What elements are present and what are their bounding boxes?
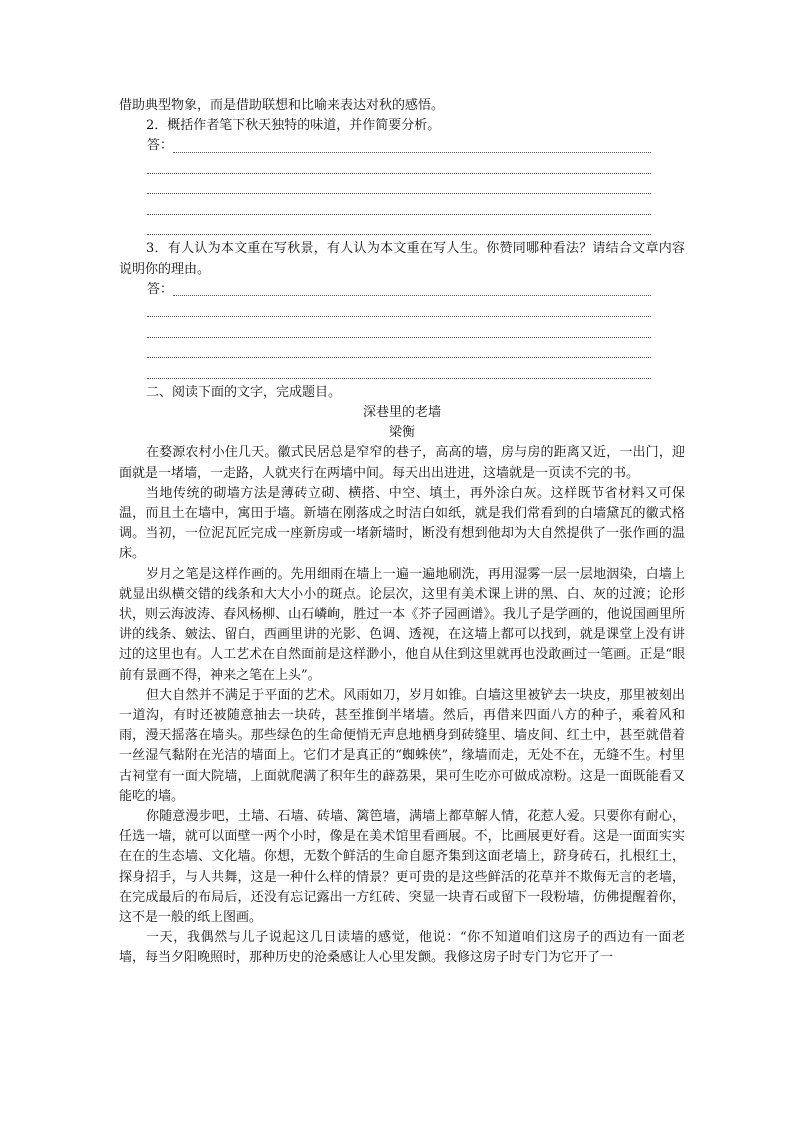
question-3: 3．有人认为本文重在写秋景，有人认为本文重在写人生。你赞同哪种看法？请结合文章内容说明你的理由。 — [119, 241, 685, 277]
section-heading: 二、阅读下面的文字，完成题目。 — [146, 384, 342, 400]
answer-line[interactable] — [147, 280, 651, 301]
article-paragraph: 当地传统的砌墙方法是薄砖立砌、横搭、中空、填土，再外涂白灰。这样既节省材料又可保温，而且土在墙中，寓田于墙。新墙在刚落成之时洁白如纸，就是我们常看到的白墙黛瓦的徽式格调。当初，一位泥瓦匠完成一座新房或一堵新墙时，断没有想到他却为大自然提供了一张作画的温床。 — [119, 485, 685, 562]
document-page — [119, 96, 685, 969]
article-author: 梁衡 — [388, 425, 415, 441]
question-2: 2．概括作者笔下秋天独特的味道，并作简要分析。 — [146, 118, 441, 134]
answer-area-q3 — [119, 280, 685, 383]
answer-line[interactable] — [147, 342, 651, 363]
article-paragraph: 你随意漫步吧，土墙、石墙、砖墙、篱笆墙，满墙上都草解人情，花惹人爱。只要你有耐心，任选一墙，就可以面壁一两个小时，像是在美术馆里看画展。不，比画展更好看。这是一面面实实在在的生态墙、文化墙。你想，无数个鲜活的生命自愿齐集到这面老墙上，跻身砖石，扎根红土，探身招手，与人共舞，这是一种什么样的情景？更可贵的是这些鲜活的花草并不欺侮无言的老墙，在完成最后的布局后，还没有忘记露出一方红砖、突显一块青石或留下一段粉墙，仿佛提醒着你，这不是一般的纸上图画。 — [119, 809, 685, 926]
answer-line[interactable] — [147, 300, 651, 321]
article-paragraph: 在婺源农村小住几天。徽式民居总是窄窄的巷子，高高的墙，房与房的距离又近，一出门，迎面就是一堵墙，一走路，人就夹行在两墙中间。每天出出进进，这墙就是一页读不完的书。 — [119, 445, 685, 481]
intro-tail: 借助典型物象，而是借助联想和比喻来表达对秋的感悟。 — [119, 98, 445, 113]
answer-line[interactable] — [147, 157, 651, 178]
answer-line[interactable] — [147, 136, 651, 157]
answer-line[interactable] — [147, 362, 651, 383]
answer-label: 答： — [147, 281, 174, 297]
article-paragraph: 岁月之笔是这样作画的。先用细雨在墙上一遍一遍地刷洗，再用湿雾一层一层地洇染，白墙上就显出纵横交错的线条和大大小小的斑点。论层次，这里有美术课上讲的黑、白、灰的过渡；论形状，则云海波涛、春风杨柳、山石嶙峋，胜过一本《芥子园画谱》。我儿子是学画的，他说国画里所讲的线条、皴法、留白，西画里讲的光影、色调、透视，在这墙上都可以找到，就是课堂上没有讲过的这里也有。人工艺术在自然面前是这样渺小，他自从住到这里就再也没敢画过一笔画。正是“眼前有景画不得，神来之笔在上头”。 — [119, 566, 685, 683]
answer-line[interactable] — [147, 321, 651, 342]
answer-label: 答： — [147, 138, 174, 154]
answer-line[interactable] — [147, 198, 651, 219]
article-paragraph: 但大自然并不满足于平面的艺术。风雨如刀，岁月如锥。白墙这里被铲去一块皮，那里被刻出一道沟，有时还被随意抽去一块砖，甚至推倒半堵墙。然后，再借来四面八方的种子，乘着风和雨，漫天摇落在墙头。那些绿色的生命便悄无声息地栖身到砖缝里、墙皮间、红土中，甚至就借着一丝湿气黏附在光洁的墙面上。它们才是真正的“蜘蛛侠”，缘墙而走，无处不在，无缝不生。村里古祠堂有一面大院墙，上面就爬满了积年生的薜荔果，果可生吃亦可做成凉粉。这是一面既能看又能吃的墙。 — [119, 687, 685, 804]
article-title: 深巷里的老墙 — [362, 404, 441, 420]
answer-line[interactable] — [147, 178, 651, 199]
answer-line[interactable] — [147, 219, 651, 240]
answer-area-q2 — [119, 136, 685, 239]
article-paragraph: 一天，我偶然与儿子说起这几日读墙的感觉，他说：“你不知道咱们这房子的西边有一面老墙，每当夕阳晚照时，那种历史的沧桑感让人心里发颤。我修这房子时专门为它开了一 — [119, 930, 685, 966]
